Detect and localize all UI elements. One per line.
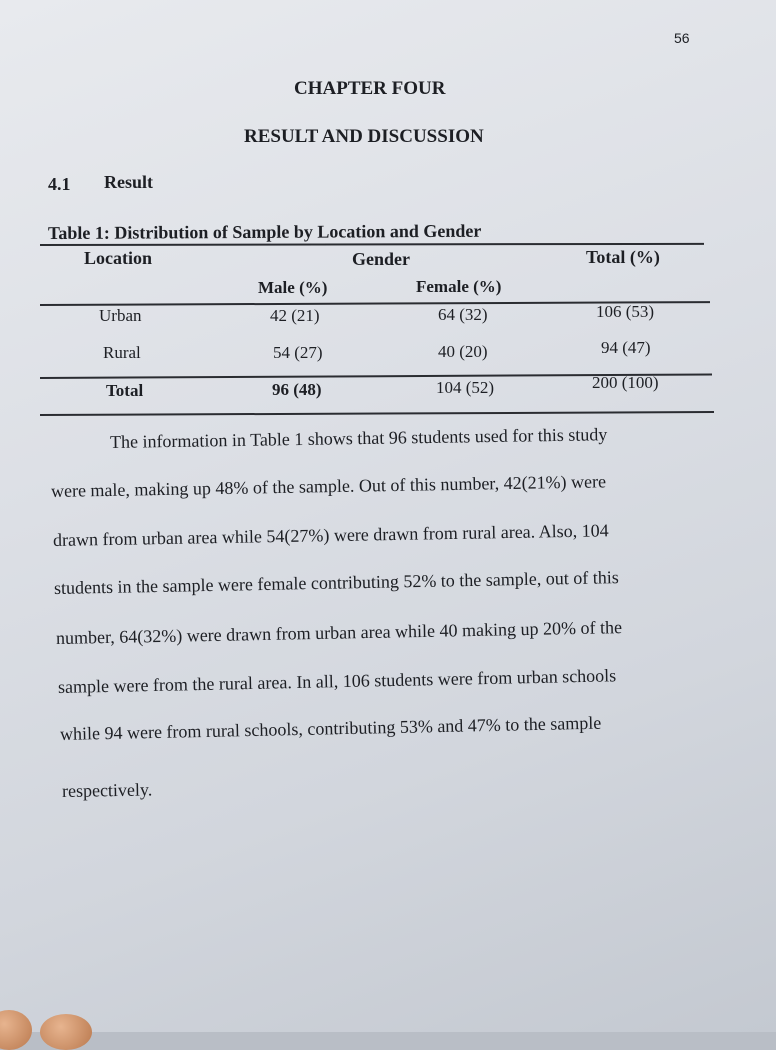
row-rural-location: Rural xyxy=(103,343,141,362)
section-title: Result xyxy=(104,172,153,192)
paragraph-line: number, 64(32%) were drawn from urban area while 40 making up 20% of the xyxy=(55,617,623,648)
paragraph-line: sample were from the rural area. In all, 106 students were from urban schools xyxy=(57,665,617,697)
table-caption: Table 1: Distribution of Sample by Location and Gender xyxy=(47,220,482,243)
row-rural-male: 54 (27) xyxy=(273,343,323,362)
subheader-male: Male (%) xyxy=(258,278,328,297)
paragraph-line: students in the sample were female contributing 52% to the sample, out of this xyxy=(53,567,619,598)
paragraph-line: respectively. xyxy=(61,779,153,801)
table-top-rule xyxy=(40,243,704,246)
total-row-label: Total xyxy=(106,381,144,400)
header-location: Location xyxy=(84,248,153,268)
header-total: Total (%) xyxy=(586,247,660,267)
paragraph-line: while 94 were from rural schools, contributing 53% and 47% to the sample xyxy=(59,712,602,744)
row-urban-female: 64 (32) xyxy=(438,305,488,324)
row-urban-male: 42 (21) xyxy=(270,306,320,325)
total-row-female: 104 (52) xyxy=(436,378,495,397)
row-urban-total: 106 (53) xyxy=(596,302,655,321)
subheader-female: Female (%) xyxy=(416,277,502,296)
chapter-subtitle: RESULT AND DISCUSSION xyxy=(244,126,484,147)
fingertip-decoration xyxy=(0,1010,32,1050)
total-row-total: 200 (100) xyxy=(592,373,659,392)
section-number: 4.1 xyxy=(48,174,71,194)
paragraph-line: The information in Table 1 shows that 96 students used for this study xyxy=(109,424,608,452)
table-bottom-rule xyxy=(40,411,714,416)
chapter-heading: CHAPTER FOUR xyxy=(294,78,446,99)
paragraph-line: drawn from urban area while 54(27%) were drawn from rural area. Also, 104 xyxy=(52,520,609,550)
row-urban-location: Urban xyxy=(99,306,142,325)
row-rural-female: 40 (20) xyxy=(438,342,488,361)
fingertip-decoration xyxy=(40,1014,92,1050)
paragraph-line: were male, making up 48% of the sample. Out of this number, 42(21%) were xyxy=(50,471,607,501)
page-number: 56 xyxy=(674,30,690,46)
header-gender: Gender xyxy=(352,249,410,269)
total-row-male: 96 (48) xyxy=(272,380,322,399)
row-rural-total: 94 (47) xyxy=(601,338,651,357)
